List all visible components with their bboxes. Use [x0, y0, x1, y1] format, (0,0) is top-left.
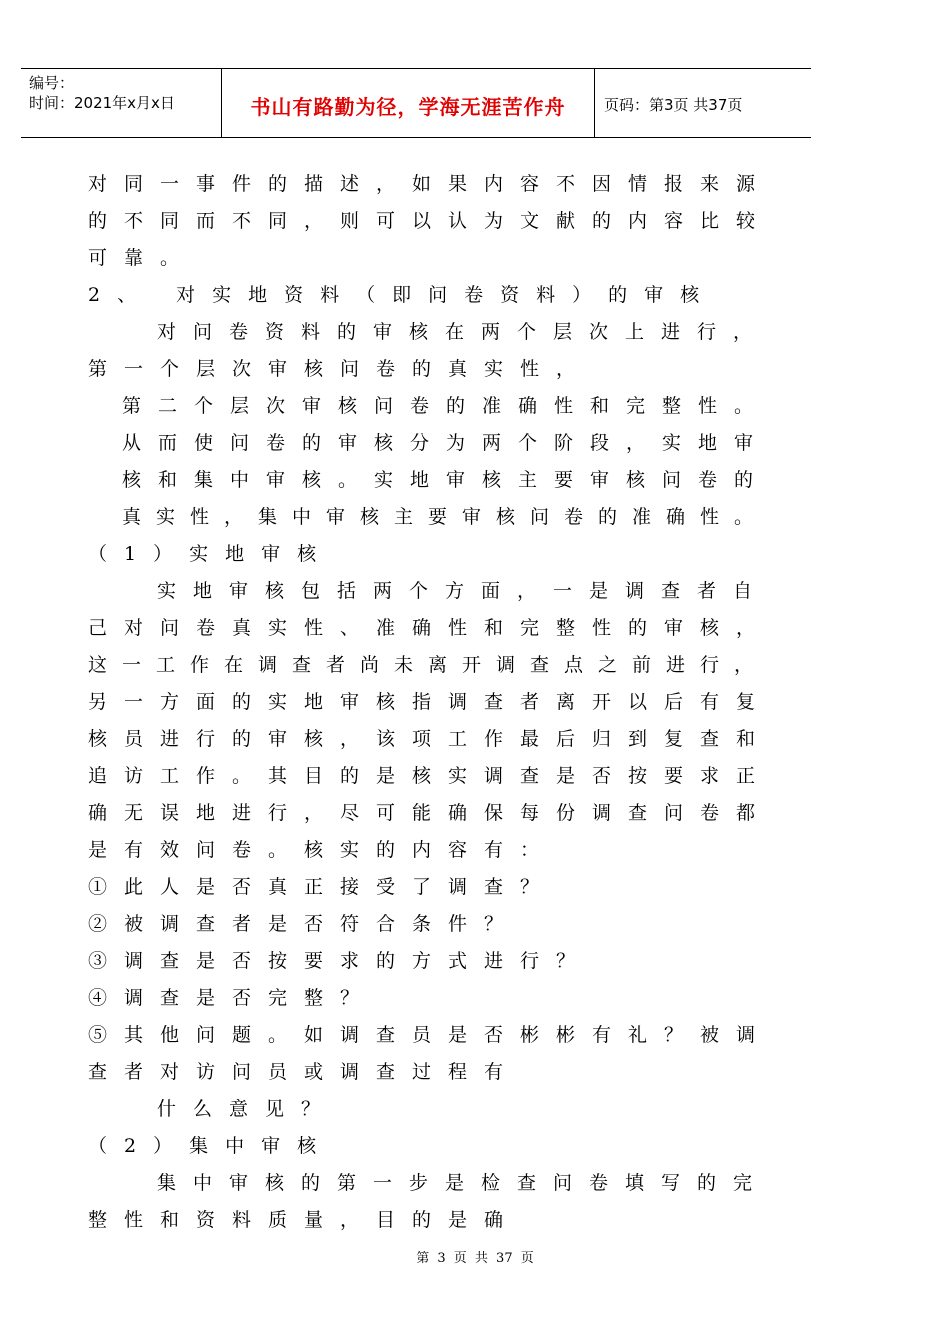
text-line: 核和集中审核。实地审核主要审核问卷的 — [122, 469, 771, 491]
text-line: 第二个层次审核问卷的准确性和完整性。 — [122, 395, 771, 417]
text-line: 整性和资料质量，目的是确 — [88, 1209, 521, 1231]
header-motto-cell — [222, 69, 595, 137]
subsection-heading: （1）实地审核 — [88, 543, 334, 565]
text-line: 从而使问卷的审核分为两个阶段，实地审 — [122, 432, 771, 454]
page-footer: 第 3 页 共 37 页 — [416, 1251, 534, 1266]
text-line: 查者对访问员或调查过程有 — [88, 1061, 521, 1083]
text-line: 是有效问卷。核实的内容有： — [88, 839, 557, 861]
header-page-cell — [595, 69, 811, 137]
subsection-heading: （2）集中审核 — [88, 1135, 334, 1157]
text-line: 对问卷资料的审核在两个层次上进行， — [157, 321, 770, 343]
text-line: 第一个层次审核问卷的真实性， — [88, 358, 593, 380]
text-line: 集中审核的第一步是检查问卷填写的完 — [157, 1172, 770, 1194]
text-line: 可靠。 — [88, 247, 197, 269]
list-item: ⑤其他问题。如调查员是否彬彬有礼？被调 — [88, 1024, 773, 1046]
list-item: ③调查是否按要求的方式进行？ — [88, 950, 593, 972]
text-line: 另一方面的实地审核指调查者离开以后有复 — [88, 691, 773, 713]
list-item: ②被调查者是否符合条件？ — [88, 913, 521, 935]
list-item: ①此人是否真正接受了调查？ — [88, 876, 557, 898]
text-line: 什么意见？ — [157, 1098, 338, 1120]
section-heading: 2、 对实地资料（即问卷资料）的审核 — [88, 284, 717, 306]
document-time-label: 时间：2021年x月x日 — [29, 94, 175, 112]
text-line: 核员进行的审核，该项工作最后归到复查和 — [88, 728, 773, 750]
text-line: 确无误地进行，尽可能确保每份调查问卷都 — [88, 802, 773, 824]
text-line: 对同一事件的描述，如果内容不因情报来源 — [88, 173, 773, 195]
text-line: 这一工作在调查者尚未离开调查点之前进行， — [88, 654, 769, 676]
text-line: 追访工作。其目的是核实调查是否按要求正 — [88, 765, 773, 787]
header-motto: 书山有路勤为径，学海无涯苦作舟 — [250, 94, 566, 119]
text-line: 真实性，集中审核主要审核问卷的准确性。 — [122, 506, 769, 528]
document-number-label: 编号： — [29, 74, 75, 92]
text-line: 己对问卷真实性、准确性和完整性的审核， — [88, 617, 773, 639]
header-page-number: 页码：第3页 共37页 — [604, 96, 743, 114]
text-line: 的不同而不同，则可以认为文献的内容比较 — [88, 210, 773, 232]
header-meta — [21, 69, 222, 137]
list-item: ④调查是否完整？ — [88, 987, 377, 1009]
text-line: 实地审核包括两个方面，一是调查者自 — [157, 580, 770, 602]
page-header — [21, 68, 811, 138]
